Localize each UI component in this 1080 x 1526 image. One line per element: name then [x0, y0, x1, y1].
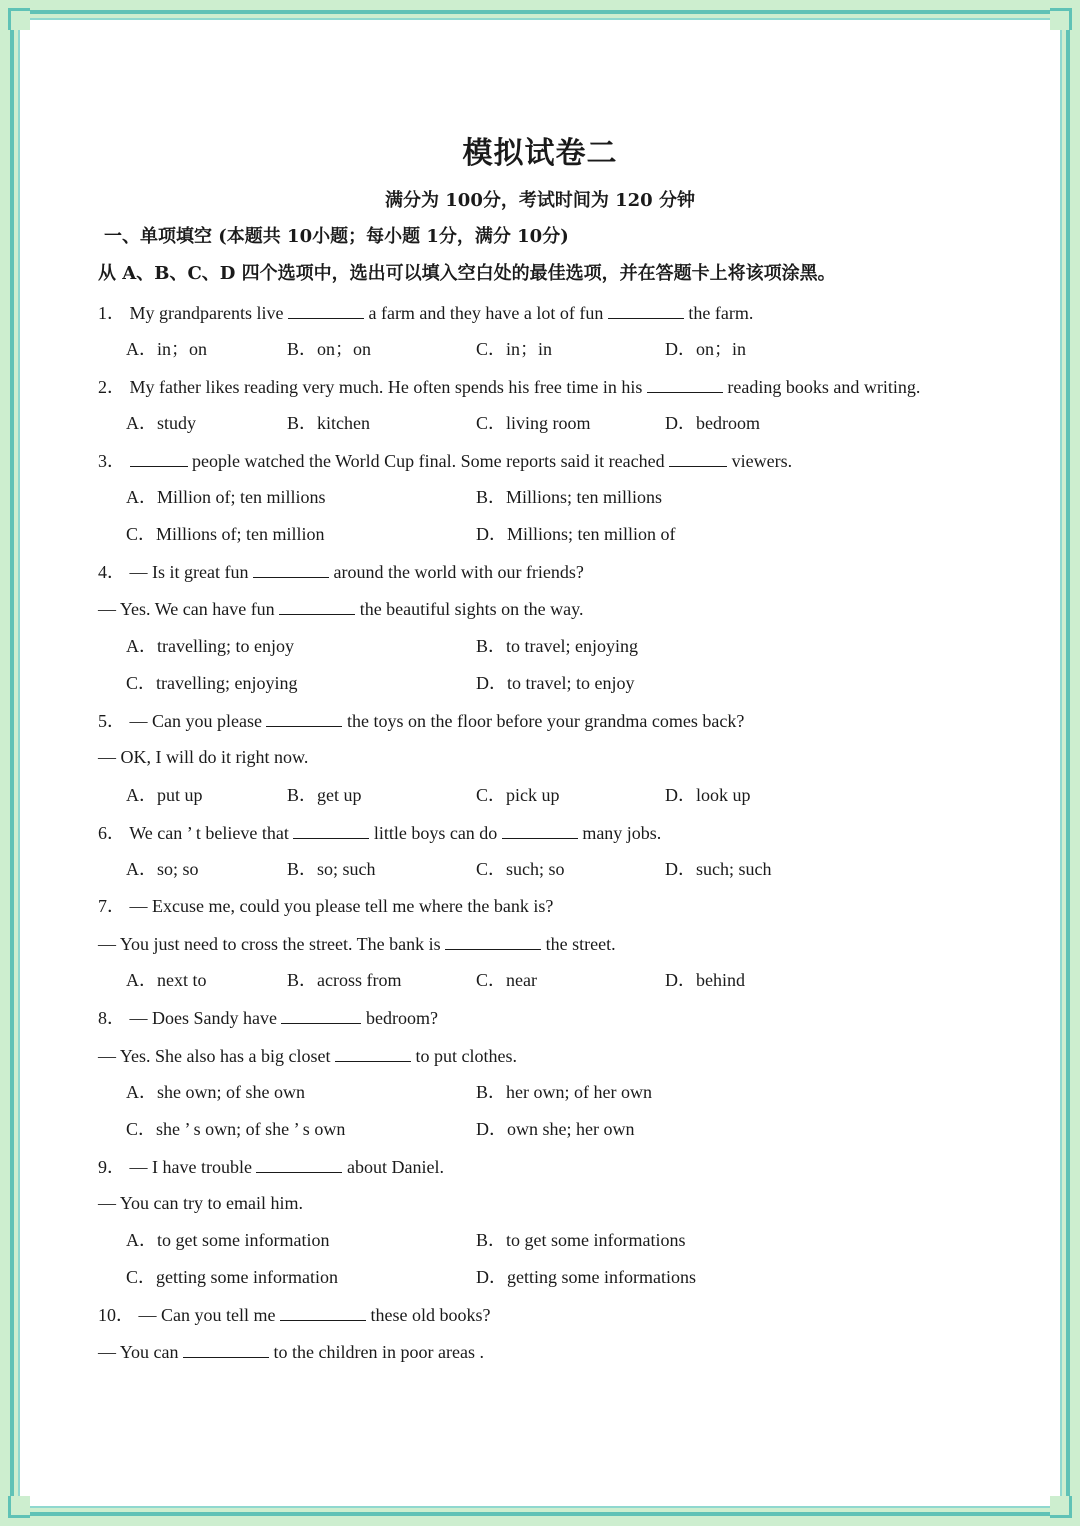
option-c[interactable]: C．travelling; enjoying: [126, 673, 298, 693]
option-d[interactable]: D．look up: [665, 785, 751, 805]
corner-ornament: [1050, 1496, 1072, 1518]
question-10-reply: — You can to the children in poor areas .: [98, 1339, 484, 1364]
option-d[interactable]: D．behind: [665, 970, 745, 990]
question-8: 8． — Does Sandy have bedroom?: [98, 1005, 438, 1030]
option-c[interactable]: C．such; so: [476, 859, 565, 879]
option-d[interactable]: D．Millions; ten million of: [476, 524, 676, 544]
question-1: 1． My grandparents live a farm and they have a lot of fun the farm.: [98, 300, 753, 325]
answer-blank[interactable]: [293, 820, 369, 839]
answer-blank[interactable]: [288, 300, 364, 319]
option-d[interactable]: D．such; such: [665, 859, 772, 879]
question-10: 10． — Can you tell me these old books?: [98, 1302, 490, 1327]
question-6: 6． We can ’ t believe that little boys can do many jobs.: [98, 820, 661, 845]
option-b[interactable]: B．her own; of her own: [476, 1082, 652, 1102]
option-b[interactable]: B．so; such: [287, 859, 376, 879]
answer-blank[interactable]: [445, 931, 541, 950]
option-c[interactable]: C．near: [476, 970, 537, 990]
option-d[interactable]: D．on；in: [665, 339, 746, 359]
option-b[interactable]: B．Millions; ten millions: [476, 487, 663, 507]
option-a[interactable]: A．to get some information: [126, 1230, 330, 1250]
question-2: 2． My father likes reading very much. He often spends his free time in his reading books and writing.: [98, 374, 920, 399]
answer-blank[interactable]: [502, 820, 578, 839]
option-d[interactable]: D．getting some informations: [476, 1267, 696, 1287]
answer-blank[interactable]: [130, 448, 188, 467]
option-b[interactable]: B．on；on: [287, 339, 372, 359]
corner-ornament: [8, 8, 30, 30]
corner-ornament: [8, 1496, 30, 1518]
option-c[interactable]: C．getting some information: [126, 1267, 338, 1287]
answer-blank[interactable]: [669, 448, 727, 467]
page-title: 模拟试卷二: [462, 136, 618, 171]
answer-blank[interactable]: [335, 1043, 411, 1062]
option-c[interactable]: C．Millions of; ten million: [126, 524, 325, 544]
answer-blank[interactable]: [183, 1339, 269, 1358]
question-5-reply: — OK, I will do it right now.: [98, 747, 309, 767]
option-d[interactable]: D．bedroom: [665, 413, 760, 433]
section-heading: 一、单项填空 (本题共 10小题；每小题 1分，满分 10分): [104, 226, 569, 247]
question-3: 3． people watched the World Cup final. Some reports said it reached viewers.: [98, 448, 792, 473]
question-4-reply: — Yes. We can have fun the beautiful sights on the way.: [98, 596, 583, 621]
option-a[interactable]: A．study: [126, 413, 197, 433]
answer-blank[interactable]: [256, 1154, 342, 1173]
answer-blank[interactable]: [279, 596, 355, 615]
option-d[interactable]: D．to travel; to enjoy: [476, 673, 635, 693]
question-4: 4． — Is it great fun around the world with our friends?: [98, 559, 584, 584]
answer-blank[interactable]: [281, 1005, 361, 1024]
corner-ornament: [1050, 8, 1072, 30]
option-b[interactable]: B．get up: [287, 785, 362, 805]
option-a[interactable]: A．put up: [126, 785, 203, 805]
option-c[interactable]: C．she ’ s own; of she ’ s own: [126, 1119, 346, 1139]
question-7-reply: — You just need to cross the street. The bank is the street.: [98, 931, 616, 956]
section-instruction: 从 A、B、C、D 四个选项中，选出可以填入空白处的最佳选项，并在答题卡上将该项涂黑。: [98, 263, 836, 284]
answer-blank[interactable]: [266, 708, 342, 727]
option-a[interactable]: A．travelling; to enjoy: [126, 636, 294, 656]
option-b[interactable]: B．to travel; enjoying: [476, 636, 638, 656]
question-9-reply: — You can try to email him.: [98, 1193, 303, 1213]
option-a[interactable]: A．so; so: [126, 859, 199, 879]
option-a[interactable]: A．she own; of she own: [126, 1082, 305, 1102]
option-a[interactable]: A．in；on: [126, 339, 207, 359]
option-a[interactable]: A．next to: [126, 970, 207, 990]
answer-blank[interactable]: [280, 1302, 366, 1321]
option-c[interactable]: C．living room: [476, 413, 591, 433]
answer-blank[interactable]: [647, 374, 723, 393]
option-a[interactable]: A．Million of; ten millions: [126, 487, 326, 507]
question-7: 7． — Excuse me, could you please tell me where the bank is?: [98, 896, 554, 916]
answer-blank[interactable]: [253, 559, 329, 578]
option-d[interactable]: D．own she; her own: [476, 1119, 635, 1139]
exam-info: 满分为 100分，考试时间为 120 分钟: [385, 190, 695, 211]
option-b[interactable]: B．to get some informations: [476, 1230, 686, 1250]
option-c[interactable]: C．pick up: [476, 785, 560, 805]
option-c[interactable]: C．in；in: [476, 339, 553, 359]
option-b[interactable]: B．kitchen: [287, 413, 370, 433]
option-b[interactable]: B．across from: [287, 970, 402, 990]
question-8-reply: — Yes. She also has a big closet to put clothes.: [98, 1043, 517, 1068]
answer-blank[interactable]: [608, 300, 684, 319]
question-5: 5． — Can you please the toys on the floor before your grandma comes back?: [98, 708, 744, 733]
question-9: 9． — I have trouble about Daniel.: [98, 1154, 444, 1179]
